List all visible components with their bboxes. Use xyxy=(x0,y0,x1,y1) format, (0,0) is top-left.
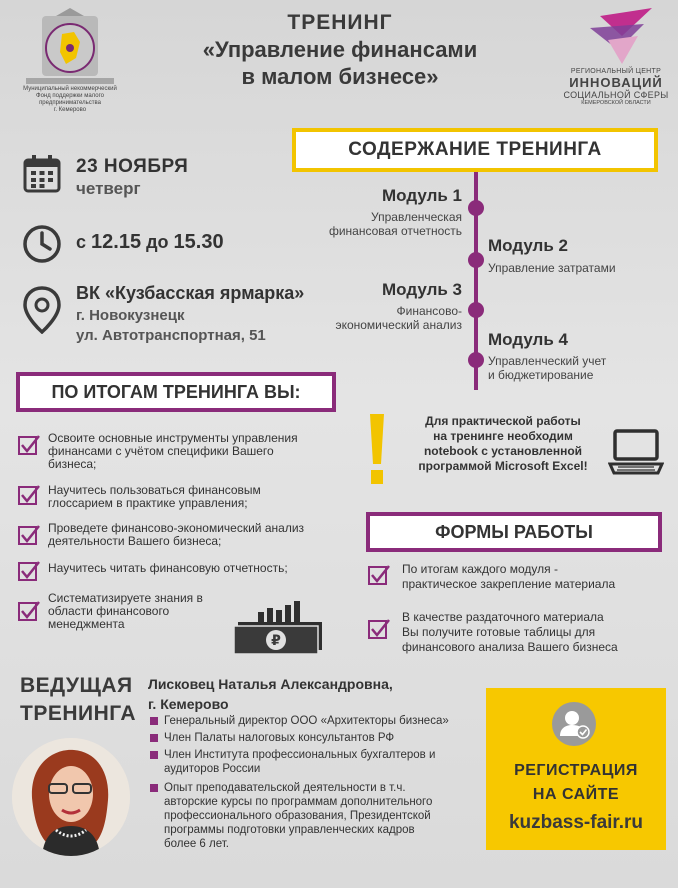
money-ruble-icon xyxy=(234,600,330,656)
module-1: Модуль 1 Управленческая финансовая отчетность xyxy=(328,186,462,238)
trainer-heading: ВЕДУЩАЯ ТРЕНИНГА xyxy=(20,674,137,725)
trainer-bullet: Член Института профессиональных бухгалтеров и аудиторов России xyxy=(150,748,480,776)
result-item-1: Освоите основные инструменты управления финансами с учётом специфики Вашего бизнеса; xyxy=(48,431,298,471)
exclamation-icon xyxy=(368,414,386,486)
checkbox-icon xyxy=(18,434,40,456)
result-item-2: Научитесь пользоваться финансовым глоссарием в практике управления; xyxy=(48,483,261,510)
forms-heading: ФОРМЫ РАБОТЫ xyxy=(366,512,662,552)
checkbox-icon xyxy=(18,484,40,506)
registration-sublabel: НА САЙТЕ xyxy=(532,786,620,803)
module-3-marker xyxy=(468,302,484,318)
event-date: 23 НОЯБРЯ четверг xyxy=(76,156,189,198)
result-item-3: Проведете финансово-экономический анализ деятельности Вашего бизнеса; xyxy=(48,521,305,548)
calendar-icon xyxy=(22,154,62,194)
result-item-5: Систематизируете знания в области финансового менеджмента xyxy=(48,591,203,631)
module-3: Модуль 3 Финансово- экономический анализ xyxy=(335,280,462,332)
event-time: с 12.15 до 15.30 xyxy=(76,231,224,253)
form-item-2: В качестве раздаточного материала Вы получите готовые таблицы для финансового анализа Вашего бизнеса xyxy=(402,610,618,654)
laptop-icon xyxy=(608,428,664,476)
fund-logo-caption: Муниципальный некоммерческий Фонд поддержки малого предпринимательства г. Кемерово xyxy=(23,86,117,113)
innovation-center-caption: РЕГИОНАЛЬНЫЙ ЦЕНТР ИННОВАЦИЙ СОЦИАЛЬНОЙ СФЕРЫ КЕМЕРОВСКОЙ ОБЛАСТИ xyxy=(563,68,669,106)
checkbox-icon xyxy=(18,560,40,582)
trainer-bullet: Генеральный директор ООО «Архитекторы бизнеса» xyxy=(150,714,480,728)
module-1-marker xyxy=(468,200,484,216)
svg-text:₽: ₽ xyxy=(271,633,281,649)
module-4: Модуль 4 Управленческий учет и бюджетирование xyxy=(488,330,607,382)
checkbox-icon xyxy=(18,524,40,546)
notebook-requirement: Для практической работы на тренинге необходим notebook с установленной программой Microsoft Excel! xyxy=(418,414,588,473)
module-2: Модуль 2 Управление затратами xyxy=(488,236,616,275)
trainer-name: Лисковец Наталья Александровна, г. Кемерово xyxy=(148,676,393,712)
registration-block[interactable] xyxy=(486,688,666,850)
checkbox-icon xyxy=(368,564,390,586)
trainer-bullet: Член Палаты налоговых консультантов РФ xyxy=(150,731,480,745)
event-venue: ВК «Кузбасская ярмарка» г. Новокузнецк ул. Автотранспортная, 51 xyxy=(76,283,305,344)
checkbox-icon xyxy=(368,618,390,640)
results-heading: ПО ИТОГАМ ТРЕНИНГА ВЫ: xyxy=(16,372,336,412)
module-2-marker xyxy=(468,252,484,268)
content-heading: СОДЕРЖАНИЕ ТРЕНИНГА xyxy=(292,128,658,172)
clock-icon xyxy=(22,224,62,264)
location-pin-icon xyxy=(22,286,62,334)
trainer-photo xyxy=(12,738,130,856)
form-item-1: По итогам каждого модуля - практическое закрепление материала xyxy=(402,562,616,591)
registration-label: РЕГИСТРАЦИЯ xyxy=(514,762,638,779)
user-check-icon xyxy=(552,702,596,746)
registration-site-link[interactable]: kuzbass-fair.ru xyxy=(508,812,644,833)
module-4-marker xyxy=(468,352,484,368)
page-title: ТРЕНИНГ «Управление финансами в малом бизнесе» xyxy=(202,11,478,89)
result-item-4: Научитесь читать финансовую отчетность; xyxy=(48,561,288,575)
trainer-bullet: Опыт преподавательской деятельности в т.ч. авторские курсы по программам дополнительного профессионального образования, Президентской программы подготовки управленческих кадров более 6 лет. xyxy=(150,781,480,851)
checkbox-icon xyxy=(18,600,40,622)
